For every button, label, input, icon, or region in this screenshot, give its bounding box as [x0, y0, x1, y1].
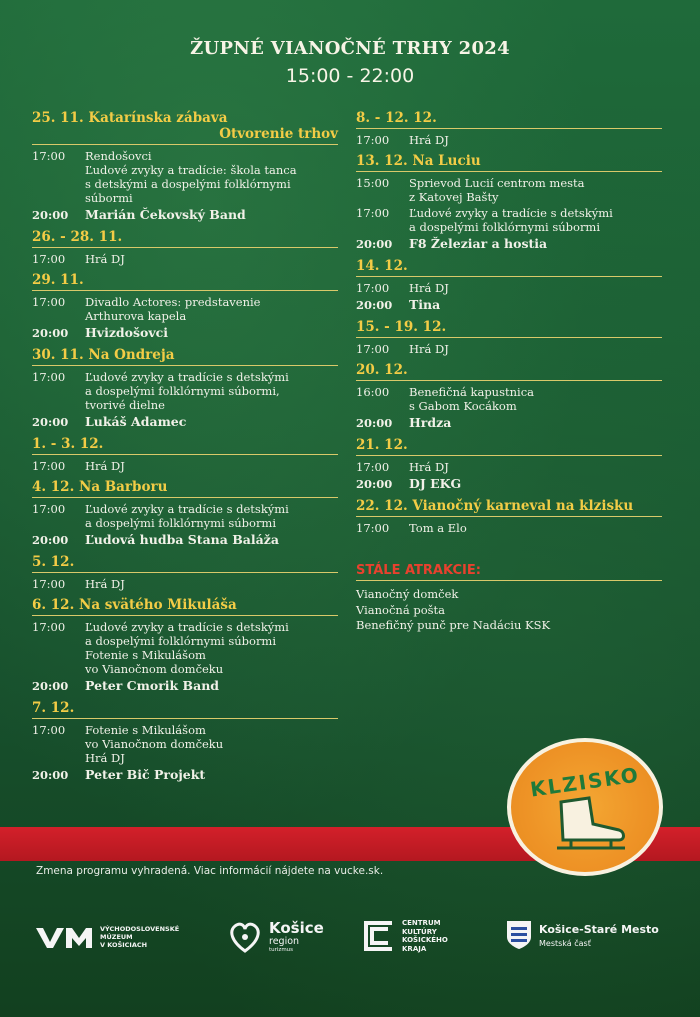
museum-logo — [36, 925, 179, 949]
page-title: ŽUPNÉ VIANOČNÉ TRHY 2024 — [190, 38, 510, 59]
event-description: Hrdza — [409, 415, 452, 430]
event-row — [32, 532, 338, 548]
day-date: 30. 11. Na Ondreja — [32, 347, 175, 363]
program-day — [32, 347, 338, 430]
event-description: Hrá DJ — [409, 133, 449, 147]
event-time: 17:00 — [32, 577, 66, 591]
event-description: Hrá DJ — [409, 281, 449, 295]
badge-text: KLZISKO — [528, 762, 642, 802]
event-row — [32, 414, 338, 430]
day-date: 6. 12. Na svätého Mikuláša — [32, 597, 237, 613]
region-logo-title: Košice — [269, 918, 324, 937]
event-time: 20:00 — [32, 768, 69, 782]
program-day — [356, 153, 662, 252]
opening-hours: 15:00 - 22:00 — [285, 65, 415, 87]
event-row — [356, 385, 662, 413]
day-header — [32, 347, 338, 366]
event-time: 20:00 — [356, 477, 393, 491]
event-time: 20:00 — [356, 237, 393, 251]
program-day — [32, 229, 338, 266]
event-description: Ľudové zvyky a tradície s detskými a dospelými folklórnymi súbormi — [409, 206, 613, 234]
day-date: 1. - 3. 12. — [32, 436, 104, 452]
event-row — [356, 476, 662, 492]
day-header — [356, 362, 662, 381]
event-row — [356, 342, 662, 356]
day-date: 4. 12. Na Barboru — [32, 479, 168, 495]
event-row — [32, 295, 338, 323]
event-row — [356, 297, 662, 313]
event-description: Ľudové zvyky a tradície s detskými a dospelými folklórnymi súbormi — [85, 502, 289, 530]
event-description: Fotenie s Mikulášom vo Vianočnom domčeku Hrá DJ — [85, 723, 224, 765]
day-header — [356, 258, 662, 277]
event-time: 20:00 — [32, 415, 69, 429]
heart-swirl-icon — [225, 917, 265, 957]
event-description: Peter Bič Projekt — [85, 767, 206, 782]
day-date: 22. 12. Vianočný karneval na klzisku — [356, 498, 634, 514]
program-day — [32, 554, 338, 591]
event-time: 15:00 — [356, 176, 390, 190]
centrum-kultury-logo — [362, 919, 448, 953]
event-row — [32, 325, 338, 341]
day-header — [32, 479, 338, 498]
day-subtitle: Otvorenie trhov — [219, 126, 338, 142]
day-header — [32, 436, 338, 455]
day-header — [356, 110, 662, 129]
stare-mesto-logo — [505, 919, 659, 951]
event-time: 17:00 — [356, 460, 390, 474]
event-row — [356, 206, 662, 234]
day-header — [32, 597, 338, 616]
event-description: Tina — [409, 297, 441, 312]
event-row — [356, 176, 662, 204]
day-header — [32, 554, 338, 573]
event-description: Tom a Elo — [409, 521, 467, 535]
event-row — [32, 723, 338, 765]
event-description: Peter Cmorik Band — [85, 678, 220, 693]
event-row — [356, 415, 662, 431]
day-date: 13. 12. Na Luciu — [356, 153, 481, 169]
vm-logo-icon — [36, 926, 94, 948]
day-date: 26. - 28. 11. — [32, 229, 123, 245]
event-row — [32, 502, 338, 530]
event-description: Ľudové zvyky a tradície s detskými a dospelými folklórnymi súbormi, tvorivé dielne — [85, 370, 289, 412]
event-time: 20:00 — [32, 533, 69, 547]
day-date: 29. 11. — [32, 272, 84, 288]
day-header — [356, 437, 662, 456]
footnote: Zmena programu vyhradená. Viac informácií nájdete na vucke.sk. — [36, 865, 384, 877]
day-date: 21. 12. — [356, 437, 408, 453]
right-sections — [356, 110, 662, 535]
event-time: 17:00 — [356, 133, 390, 147]
attraction-item: Benefičný punč pre Nadáciu KSK — [356, 618, 551, 632]
event-time: 17:00 — [32, 459, 66, 473]
event-description: Hvizdošovci — [85, 325, 168, 340]
event-row — [32, 149, 338, 205]
day-date: 20. 12. — [356, 362, 408, 378]
event-time: 16:00 — [356, 385, 390, 399]
event-description: F8 Železiar a hostia — [409, 236, 548, 251]
event-description: Hrá DJ — [85, 577, 125, 591]
program-day — [356, 319, 662, 356]
event-row — [356, 133, 662, 147]
ck-logo-icon — [362, 919, 396, 953]
event-description: Benefičná kapustnica s Gabom Kocákom — [409, 385, 534, 413]
event-time: 20:00 — [356, 416, 393, 430]
event-description: Ľudová hudba Stana Baláža — [85, 532, 279, 547]
event-description: Hrá DJ — [409, 460, 449, 474]
kosice-region-logo — [225, 917, 324, 957]
event-time: 20:00 — [32, 679, 69, 693]
attractions-list — [356, 587, 662, 634]
stare-mesto-sub: Mestská časť — [539, 938, 591, 948]
program-day — [32, 700, 338, 783]
event-description: Rendošovci Ľudové zvyky a tradície: škola tanca s detskými a dospelými folklórnymi súbormi — [85, 149, 297, 205]
event-row — [32, 577, 338, 591]
event-row — [32, 620, 338, 676]
program-day — [356, 258, 662, 313]
attractions-title: STÁLE ATRAKCIE: — [356, 563, 662, 581]
day-date: 8. - 12. 12. — [356, 110, 437, 126]
event-description: DJ EKG — [409, 476, 462, 491]
event-time: 17:00 — [356, 206, 390, 220]
event-row — [356, 236, 662, 252]
event-time: 17:00 — [32, 149, 66, 163]
region-logo-tiny: turizmus — [269, 946, 294, 953]
region-logo-sub: region — [269, 935, 300, 947]
program-day — [356, 362, 662, 431]
event-description: Lukáš Adamec — [85, 414, 187, 429]
event-row — [32, 678, 338, 694]
stare-mesto-title: Košice-Staré Mesto — [539, 922, 659, 936]
program-day — [32, 110, 338, 223]
header — [0, 38, 700, 87]
partner-logos — [0, 915, 700, 965]
day-header — [356, 153, 662, 172]
event-description: Sprievod Lucií centrom mesta z Katovej Bašty — [409, 176, 585, 204]
coat-of-arms-icon — [505, 919, 533, 951]
day-header — [32, 700, 338, 719]
event-time: 17:00 — [356, 521, 390, 535]
event-row — [32, 252, 338, 266]
event-time: 17:00 — [32, 502, 66, 516]
day-header — [32, 229, 338, 248]
event-row — [32, 370, 338, 412]
event-time: 17:00 — [32, 620, 66, 634]
program-right-column — [356, 110, 662, 634]
event-time: 17:00 — [32, 723, 66, 737]
ice-skate-icon — [541, 794, 631, 854]
event-description: Marián Čekovský Band — [85, 207, 246, 222]
event-time: 20:00 — [32, 208, 69, 222]
day-header — [356, 319, 662, 338]
event-row — [32, 207, 338, 223]
centrum-logo-label: CENTRUM KULTÚRY KOŠICKÉHO KRAJA — [402, 919, 448, 953]
klzisko-badge — [507, 738, 663, 876]
museum-logo-label: VÝCHODOSLOVENSKÉ MÚZEUM V KOŠICIACH — [100, 925, 180, 949]
event-time: 17:00 — [356, 342, 390, 356]
event-time: 17:00 — [356, 281, 390, 295]
event-row — [32, 767, 338, 783]
day-date: 5. 12. — [32, 554, 75, 570]
day-header — [32, 272, 338, 291]
day-date: 15. - 19. 12. — [356, 319, 447, 335]
day-date: 7. 12. — [32, 700, 75, 716]
event-description: Hrá DJ — [409, 342, 449, 356]
event-description: Divadlo Actores: predstavenie Arthurova kapela — [85, 295, 261, 323]
program-left-column — [32, 110, 338, 789]
program-day — [32, 436, 338, 473]
event-time: 17:00 — [32, 252, 66, 266]
attraction-item: Vianočná pošta — [356, 602, 445, 617]
program-day — [32, 597, 338, 694]
day-date: 25. 11. Katarínska zábava — [32, 110, 228, 126]
event-time: 20:00 — [32, 326, 69, 340]
event-row — [32, 459, 338, 473]
event-time: 20:00 — [356, 298, 393, 312]
event-row — [356, 460, 662, 474]
event-time: 17:00 — [32, 295, 66, 309]
program-day — [32, 272, 338, 341]
program-day — [356, 110, 662, 147]
program-day — [356, 498, 662, 535]
event-row — [356, 521, 662, 535]
program-day — [32, 479, 338, 548]
event-row — [356, 281, 662, 295]
program-day — [356, 437, 662, 492]
event-description: Hrá DJ — [85, 459, 125, 473]
day-header — [356, 498, 662, 517]
event-time: 17:00 — [32, 370, 66, 384]
day-date: 14. 12. — [356, 258, 408, 274]
attraction-item: Vianočný domček — [356, 587, 459, 601]
day-header — [32, 110, 338, 145]
event-description: Hrá DJ — [85, 252, 125, 266]
event-description: Ľudové zvyky a tradície s detskými a dospelými folklórnymi súbormi Fotenie s Mikulášom vo Vianočnom domčeku — [85, 620, 289, 676]
